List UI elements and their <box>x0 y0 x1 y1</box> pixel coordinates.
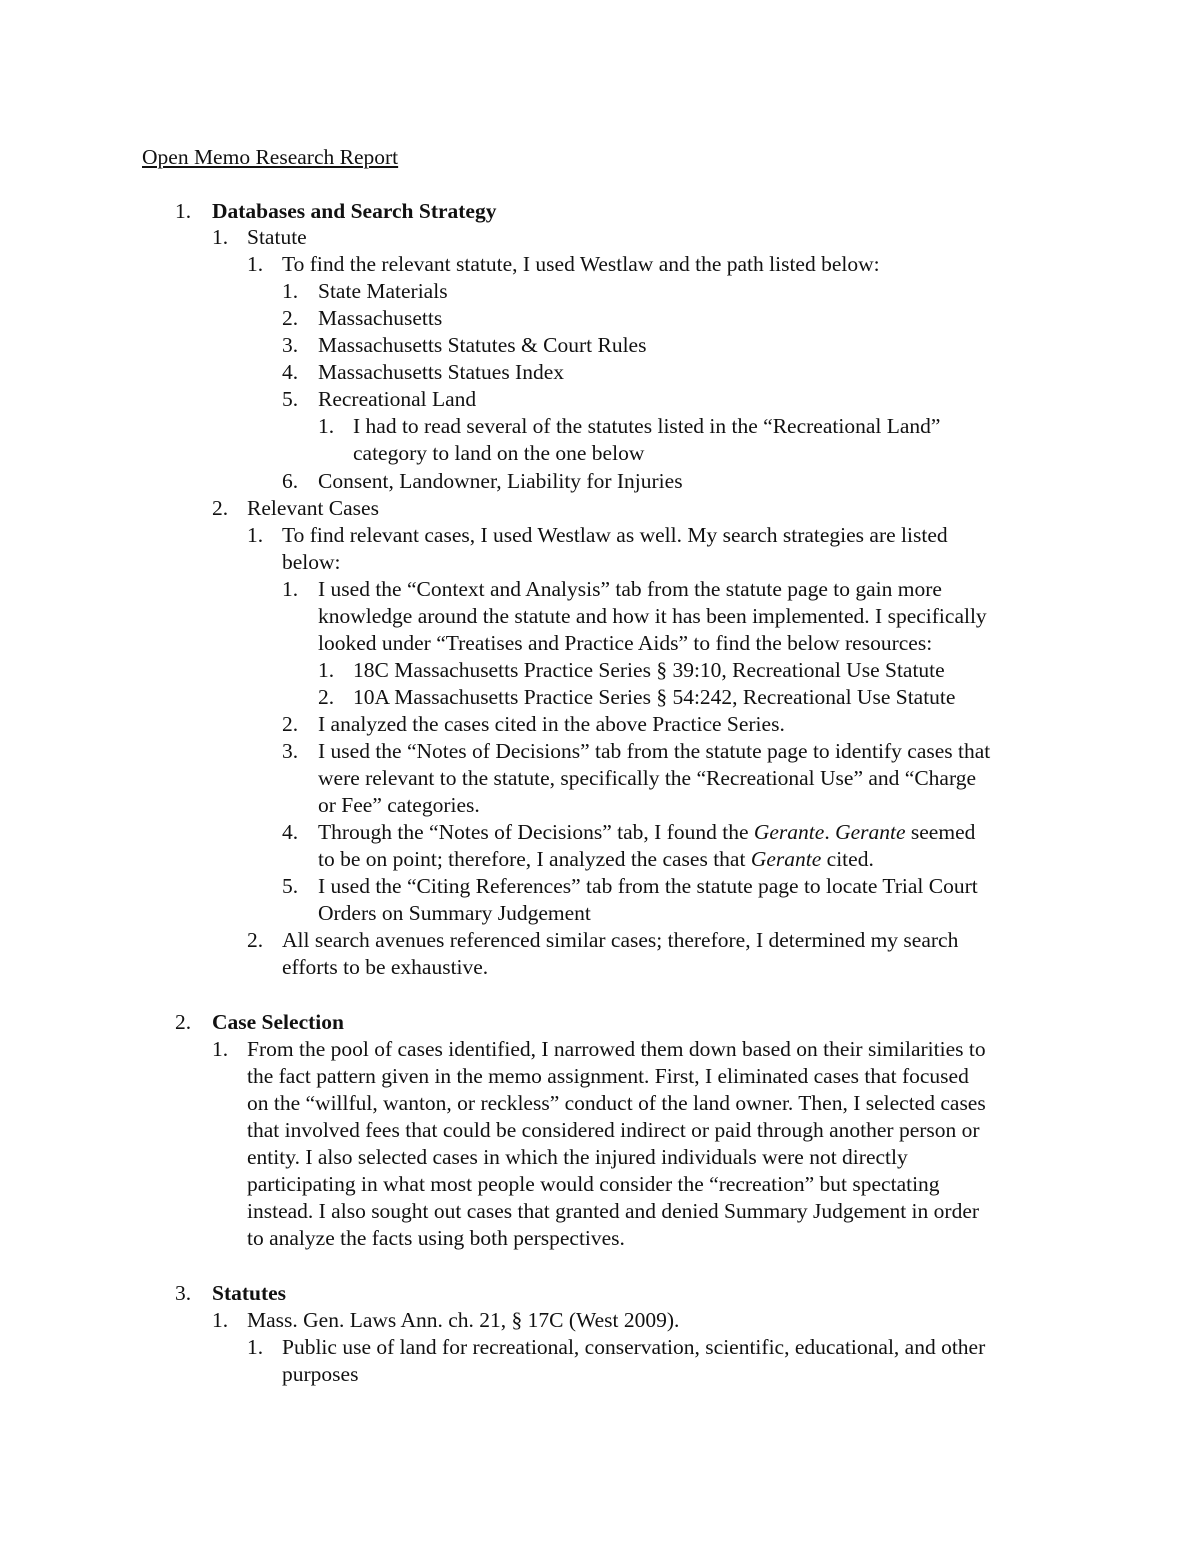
list-text: Public use of land for recreational, conservation, scientific, educational, and other <box>282 1335 986 1359</box>
list-text: participating in what most people would consider the “recreation” but spectating <box>247 1172 940 1196</box>
list-text: to analyze the facts using both perspectives. <box>247 1226 625 1250</box>
list-text <box>318 819 975 846</box>
list-number: 1. <box>212 1308 229 1332</box>
list-text: or Fee” categories. <box>318 793 480 817</box>
list-text: I analyzed the cases cited in the above Practice Series. <box>318 712 785 736</box>
heading-text: Case Selection <box>212 1010 344 1034</box>
list-text: State Materials <box>318 279 448 303</box>
text-run: cited. <box>821 847 874 871</box>
list-number: 1. <box>212 225 229 249</box>
list-number: 3. <box>282 333 299 357</box>
list-text: the fact pattern given in the memo assignment. First, I eliminated cases that focused <box>247 1064 969 1088</box>
list-text: purposes <box>282 1362 359 1386</box>
list-text: below: <box>282 550 341 574</box>
list-text: Massachusetts Statutes & Court Rules <box>318 333 647 357</box>
list-number: 2. <box>175 1010 192 1034</box>
list-text: knowledge around the statute and how it has been implemented. I specifically <box>318 604 987 628</box>
list-number: 2. <box>212 496 229 520</box>
list-number: 1. <box>318 658 335 682</box>
list-text: Orders on Summary Judgement <box>318 901 591 925</box>
list-text: entity. I also selected cases in which the injured individuals were not directly <box>247 1145 908 1169</box>
list-text: I used the “Context and Analysis” tab from the statute page to gain more <box>318 577 942 601</box>
list-text: Statute <box>247 225 307 249</box>
list-text: 10A Massachusetts Practice Series § 54:242, Recreational Use Statute <box>353 685 956 709</box>
list-text: I used the “Notes of Decisions” tab from the statute page to identify cases that <box>318 739 991 763</box>
heading-text: Statutes <box>212 1281 287 1305</box>
list-number: 1. <box>247 523 264 547</box>
case-name: Gerante <box>835 820 906 844</box>
list-number: 1. <box>282 279 299 303</box>
list-number: 5. <box>282 387 299 411</box>
list-number: 3. <box>175 1281 192 1305</box>
text-run: . <box>824 820 836 844</box>
list-number: 2. <box>282 306 299 330</box>
list-number: 4. <box>282 820 299 844</box>
list-number: 4. <box>282 360 299 384</box>
list-number: 2. <box>247 928 264 952</box>
list-number: 6. <box>282 469 299 493</box>
list-text: instead. I also sought out cases that granted and denied Summary Judgement in order <box>247 1199 980 1223</box>
list-number: 1. <box>212 1037 229 1061</box>
list-text: looked under “Treatises and Practice Aids” to find the below resources: <box>318 631 933 655</box>
text-run: Through the “Notes of Decisions” tab, I found the <box>318 820 754 844</box>
case-name: Gerante <box>753 820 825 844</box>
list-text: I used the “Citing References” tab from the statute page to locate Trial Court <box>318 874 978 898</box>
page-title: Open Memo Research Report <box>142 145 399 169</box>
text-run: seemed <box>905 820 976 844</box>
list-text: To find the relevant statute, I used Westlaw and the path listed below: <box>282 252 880 276</box>
list-text: on the “willful, wanton, or reckless” conduct of the land owner. Then, I selected cases <box>247 1091 986 1115</box>
list-number: 3. <box>282 739 299 763</box>
list-number: 5. <box>282 874 299 898</box>
list-text: 18C Massachusetts Practice Series § 39:10, Recreational Use Statute <box>353 658 945 682</box>
list-text: that involved fees that could be considered indirect or paid through another person or <box>247 1118 980 1142</box>
list-text <box>318 846 874 873</box>
list-text: From the pool of cases identified, I narrowed them down based on their similarities to <box>247 1037 986 1061</box>
heading-text: Databases and Search Strategy <box>212 199 497 223</box>
list-number: 1. <box>282 577 299 601</box>
list-text: were relevant to the statute, specifically the “Recreational Use” and “Charge <box>318 766 977 790</box>
list-number: 2. <box>318 685 335 709</box>
list-text: Massachusetts Statues Index <box>318 360 565 384</box>
list-text: I had to read several of the statutes listed in the “Recreational Land” <box>353 414 941 438</box>
list-text: All search avenues referenced similar cases; therefore, I determined my search <box>282 928 959 952</box>
list-number: 1. <box>247 1335 264 1359</box>
case-name: Gerante <box>750 847 822 871</box>
list-text: Massachusetts <box>318 306 443 330</box>
list-text: efforts to be exhaustive. <box>282 955 489 979</box>
list-text: Consent, Landowner, Liability for Injuries <box>318 469 683 493</box>
list-number: 1. <box>247 252 264 276</box>
list-text: To find relevant cases, I used Westlaw as well. My search strategies are listed <box>282 523 948 547</box>
list-text: Mass. Gen. Laws Ann. ch. 21, § 17C (West 2009). <box>247 1308 680 1332</box>
list-text: Recreational Land <box>318 387 477 411</box>
list-text: Relevant Cases <box>247 496 379 520</box>
list-number: 1. <box>175 199 192 223</box>
list-text: category to land on the one below <box>353 441 645 465</box>
list-number: 2. <box>282 712 299 736</box>
text-run: to be on point; therefore, I analyzed the cases that <box>318 847 751 871</box>
list-number: 1. <box>318 414 335 438</box>
